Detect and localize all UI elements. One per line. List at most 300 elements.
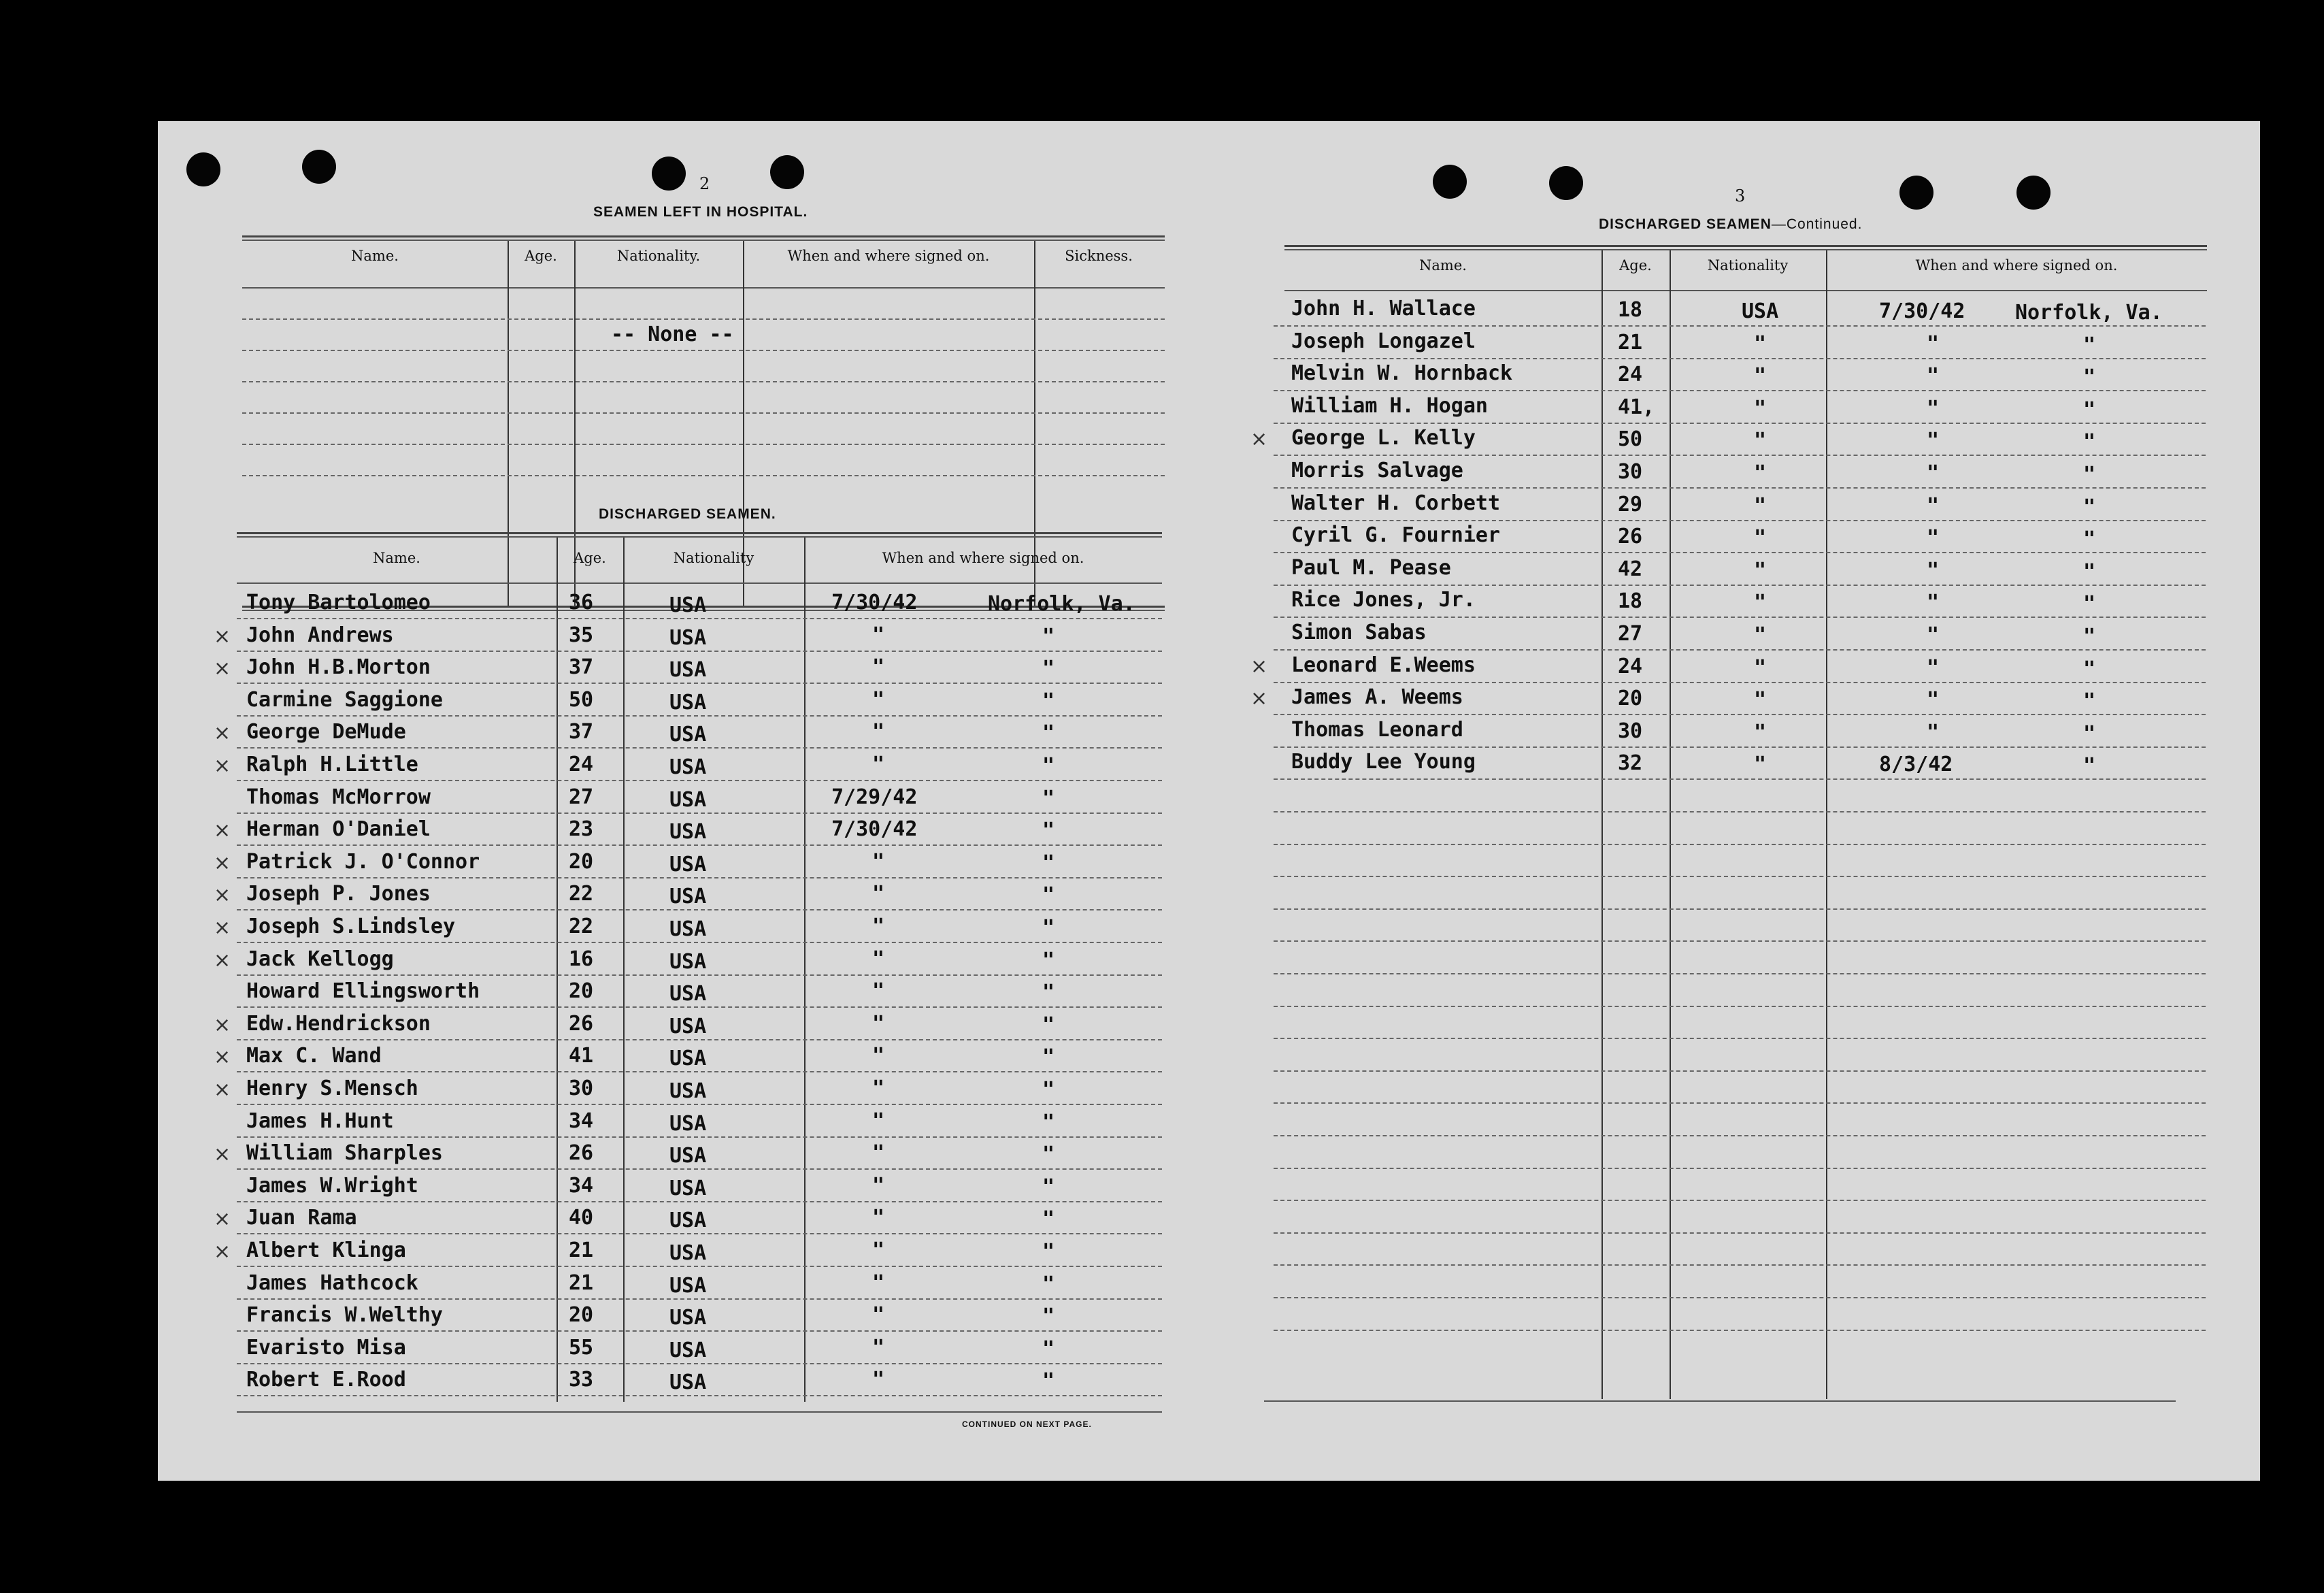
seaman-nationality: USA [669,723,707,746]
seaman-name: Max C. Wand [246,1044,382,1068]
seaman-nationality: USA [669,788,707,812]
seaman-age: 37 [569,720,594,744]
signed-on-date: 8/3/42 [1879,753,1953,776]
ruled-line [242,350,1165,351]
seaman-name: Carmine Saggione [246,688,443,712]
signed-on-place: " [2083,398,2096,422]
ruled-line [1274,358,2206,359]
signed-on-date: " [872,623,885,647]
seaman-nationality: USA [669,691,707,715]
seaman-nationality: USA [669,593,707,617]
ruled-line [1274,1135,2206,1136]
signed-on-date: 7/29/42 [831,785,918,809]
seaman-name: Rice Jones, Jr. [1291,588,1476,612]
seaman-age: 20 [569,1303,594,1327]
discharged-column-header: Nationality [673,550,754,566]
seaman-nationality: USA [669,755,707,779]
seaman-age: 36 [569,591,594,614]
ruled-line [237,1233,1162,1234]
discharged-column-header: Name. [1419,257,1467,274]
signed-on-date: 7/30/42 [831,817,918,841]
ruled-line [237,1071,1162,1072]
seaman-nationality: USA [669,917,707,941]
discharged-column-header: Age. [1619,257,1652,274]
ruled-line [237,1136,1162,1138]
ruled-line [237,877,1162,878]
punch-hole [770,155,804,189]
cross-mark: × [214,1143,231,1166]
ruled-line [1274,746,2206,748]
ruled-line [1274,649,2206,651]
seaman-name: Howard Ellingsworth [246,979,480,1003]
seaman-name: Buddy Lee Young [1291,750,1476,774]
seaman-nationality: USA [669,950,707,974]
ruled-line [1274,1070,2206,1072]
cross-mark: × [214,1045,231,1069]
ruled-line [1274,1200,2206,1201]
seaman-name: Herman O'Daniel [246,817,431,841]
seaman-nationality: USA [669,626,707,650]
cross-mark: × [214,657,231,680]
signed-on-place: " [1042,1240,1055,1264]
seaman-name: James A. Weems [1291,685,1463,709]
seaman-nationality: USA [669,1015,707,1038]
column-rule [557,538,558,1402]
signed-on-date: " [872,1077,885,1100]
seaman-nationality: " [1754,753,1767,776]
seaman-name: George L. Kelly [1291,426,1476,450]
ruled-line [237,651,1162,652]
seaman-age: 26 [569,1141,594,1165]
seaman-age: 40 [569,1206,594,1230]
signed-on-date: " [872,1174,885,1198]
seaman-age: 16 [569,947,594,971]
punch-hole [186,152,220,186]
seaman-name: John Andrews [246,623,394,647]
ruled-line [1274,390,2206,391]
seaman-age: 50 [1618,427,1643,451]
hospital-column-header: Sickness. [1065,248,1133,264]
signed-on-place: Norfolk, Va. [988,592,1135,616]
seaman-age: 26 [569,1012,594,1036]
divider [237,532,1162,534]
seaman-nationality: " [1754,397,1767,421]
seaman-age: 27 [1618,622,1643,646]
signed-on-date: " [872,1368,885,1392]
signed-on-place: " [2083,495,2096,519]
ruled-line [1274,1038,2206,1039]
seaman-name: John H.B.Morton [246,655,431,679]
ruled-line [237,974,1162,976]
ruled-line [237,780,1162,781]
ruled-line [242,412,1165,414]
seaman-nationality: USA [669,853,707,876]
seaman-age: 33 [569,1368,594,1392]
signed-on-date: " [872,688,885,712]
seaman-age: 20 [1618,687,1643,710]
divider [237,536,1162,538]
ruled-line [237,618,1162,619]
seaman-nationality: " [1754,623,1767,647]
seaman-age: 37 [569,655,594,679]
signed-on-place: " [1042,1013,1055,1037]
signed-on-date: " [872,1206,885,1230]
ruled-line [1274,617,2206,618]
signed-on-place: " [2083,430,2096,454]
signed-on-place: Norfolk, Va. [2015,301,2163,325]
signed-on-date: " [1927,559,1940,582]
signed-on-date: " [872,1141,885,1165]
ruled-line [1274,1330,2206,1331]
seaman-name: Albert Klinga [246,1238,406,1262]
ruled-line [1274,1168,2206,1169]
seaman-nationality: USA [669,1079,707,1103]
cross-mark: × [214,949,231,972]
signed-on-place: " [1042,754,1055,778]
signed-on-place: " [2083,625,2096,648]
signed-on-place: " [1042,787,1055,810]
signed-on-date: " [872,1044,885,1068]
signed-on-place: " [1042,657,1055,680]
signed-on-place: " [1042,981,1055,1004]
seaman-nationality: USA [669,1241,707,1265]
seaman-age: 34 [569,1174,594,1198]
signed-on-date: " [872,1012,885,1036]
seaman-age: 30 [1618,719,1643,743]
page-number-right: 3 [1735,186,1746,206]
cross-mark: × [214,1207,231,1231]
seaman-nationality: USA [669,1339,707,1362]
seaman-age: 21 [569,1238,594,1262]
seaman-name: Leonard E.Weems [1291,653,1476,677]
cross-mark: × [1250,655,1268,678]
seaman-name: Paul M. Pease [1291,556,1451,580]
seaman-name: Evaristo Misa [246,1336,406,1360]
cross-mark: × [214,851,231,875]
divider [1284,290,2207,291]
signed-on-date: 7/30/42 [1879,299,1965,323]
ruled-line [237,909,1162,910]
cross-mark: × [214,721,231,745]
signed-on-place: " [1042,916,1055,940]
signed-on-place: " [1042,1045,1055,1069]
ruled-line [1274,455,2206,456]
divider [242,235,1165,237]
seaman-nationality: " [1754,364,1767,388]
document-sheet [158,121,2260,1481]
seaman-nationality: USA [669,820,707,844]
seaman-nationality: USA [669,1209,707,1232]
ruled-line [237,1330,1162,1332]
punch-hole [1899,176,1933,210]
punch-hole [1549,166,1583,200]
seaman-name: Joseph Longazel [1291,329,1476,353]
seaman-age: 42 [1618,557,1643,581]
divider [237,582,1162,584]
signed-on-place: " [1042,1175,1055,1199]
seaman-nationality: USA [669,1144,707,1168]
signed-on-place: " [1042,1111,1055,1134]
seaman-nationality: USA [669,885,707,908]
seaman-nationality: " [1754,559,1767,582]
discharged-column-header: Age. [574,550,606,566]
ruled-line [1274,876,2206,877]
ruled-line [1274,585,2206,586]
hospital-column-header: Nationality. [616,248,701,264]
seaman-nationality: USA [1742,299,1779,323]
ruled-line [237,1363,1162,1364]
ruled-line [1274,487,2206,489]
seaman-name: Patrick J. O'Connor [246,850,480,874]
hospital-column-header: When and where signed on. [787,248,990,264]
discharged-column-header: When and where signed on. [882,550,1084,566]
signed-on-place: " [2083,560,2096,584]
seaman-age: 34 [569,1109,594,1133]
seaman-name: Walter H. Corbett [1291,491,1501,515]
continued-note: CONTINUED ON NEXT PAGE. [962,1419,1092,1429]
hospital-column-header: Name. [351,248,399,264]
signed-on-place: " [1042,1304,1055,1328]
signed-on-date: " [872,720,885,744]
ruled-line [237,812,1162,814]
signed-on-date: " [872,655,885,679]
seaman-nationality: " [1754,721,1767,744]
seaman-name: Simon Sabas [1291,621,1427,644]
seaman-nationality: USA [669,658,707,682]
ruled-line [237,683,1162,684]
punch-hole [302,150,336,184]
seaman-nationality: " [1754,494,1767,518]
ruled-line [1274,325,2206,327]
ruled-line [1274,423,2206,424]
signed-on-date: " [872,882,885,906]
ruled-line [1274,1232,2206,1234]
punch-hole [652,157,686,191]
signed-on-date: " [1927,364,1940,388]
signed-on-place: " [2083,333,2096,357]
seaman-name: Joseph S.Lindsley [246,915,456,938]
cross-mark: × [214,883,231,907]
cross-mark: × [214,625,231,648]
signed-on-place: " [1042,851,1055,875]
signed-on-place: " [1042,1207,1055,1231]
seaman-name: Tony Bartolomeo [246,591,431,614]
seaman-nationality: USA [669,1047,707,1070]
ruled-line [242,318,1165,320]
signed-on-date: 7/30/42 [831,591,918,614]
signed-on-date: " [1927,494,1940,518]
seaman-name: Thomas Leonard [1291,718,1463,742]
signed-on-place: " [2083,463,2096,487]
ruled-line [237,942,1162,943]
seaman-age: 30 [1618,460,1643,484]
seaman-nationality: " [1754,688,1767,712]
seaman-nationality: USA [669,982,707,1006]
seaman-age: 27 [569,785,594,809]
signed-on-date: " [872,1109,885,1133]
divider [242,287,1165,289]
seaman-age: 24 [569,753,594,776]
cross-mark: × [214,754,231,778]
divider [1264,1400,2176,1402]
signed-on-place: " [1042,819,1055,842]
seaman-nationality: USA [669,1274,707,1298]
ruled-line [1274,908,2206,910]
seaman-nationality: USA [669,1370,707,1394]
seaman-age: 26 [1618,525,1643,548]
ruled-line [242,381,1165,382]
ruled-line [242,444,1165,445]
seaman-name: Thomas McMorrow [246,785,431,809]
seaman-name: Cyril G. Fournier [1291,523,1501,547]
seaman-age: 18 [1618,298,1643,322]
signed-on-date: " [872,1238,885,1262]
signed-on-date: " [872,1271,885,1295]
signed-on-date: " [1927,332,1940,356]
seaman-age: 21 [1618,331,1643,355]
seaman-nationality: USA [669,1306,707,1330]
seaman-nationality: " [1754,332,1767,356]
seaman-age: 35 [569,623,594,647]
signed-on-date: " [872,1303,885,1327]
seaman-age: 18 [1618,589,1643,613]
ruled-line [1274,973,2206,974]
signed-on-place: " [1042,625,1055,648]
signed-on-place: " [2083,722,2096,746]
signed-on-place: " [1042,883,1055,907]
seaman-age: 22 [569,882,594,906]
seaman-age: 21 [569,1271,594,1295]
seaman-name: James Hathcock [246,1271,418,1295]
seaman-nationality: " [1754,429,1767,453]
signed-on-date: " [1927,461,1940,485]
cross-mark: × [214,1240,231,1264]
seaman-age: 55 [569,1336,594,1360]
seaman-nationality: USA [669,1112,707,1136]
ruled-line [1274,844,2206,845]
punch-hole [1433,165,1467,199]
signed-on-date: " [872,979,885,1003]
seaman-name: Melvin W. Hornback [1291,361,1513,385]
discharged-continued-title [1599,216,1862,233]
seaman-age: 22 [569,915,594,938]
divider [1284,245,2207,247]
title-continued: —Continued. [1771,216,1863,232]
signed-on-date: " [1927,656,1940,680]
signed-on-place: " [1042,1078,1055,1102]
signed-on-place: " [2083,689,2096,713]
seaman-age: 23 [569,817,594,841]
signed-on-date: " [872,947,885,971]
seaman-name: John H. Wallace [1291,297,1476,321]
signed-on-place: " [2083,754,2096,778]
cross-mark: × [214,916,231,940]
seaman-age: 41, [1618,395,1655,419]
signed-on-date: " [1927,429,1940,453]
seaman-name: Edw.Hendrickson [246,1012,431,1036]
seaman-name: Jack Kellogg [246,947,394,971]
seaman-age: 24 [1618,655,1643,678]
ruled-line [1274,1102,2206,1104]
signed-on-place: " [1042,1369,1055,1393]
cross-mark: × [1250,687,1268,710]
seaman-name: James W.Wright [246,1174,418,1198]
seaman-name: George DeMude [246,720,406,744]
signed-on-date: " [1927,591,1940,614]
signed-on-place: " [1042,689,1055,713]
seaman-name: Juan Rama [246,1206,357,1230]
ruled-line [237,1039,1162,1040]
seaman-name: Francis W.Welthy [246,1303,443,1327]
ruled-line [237,1104,1162,1105]
ruled-line [1274,811,2206,812]
signed-on-place: " [2083,657,2096,681]
signed-on-date: " [872,753,885,776]
ruled-line [1274,1006,2206,1007]
ruled-line [237,1395,1162,1396]
discharged-column-header: When and where signed on. [1915,257,2118,274]
hospital-none-entry: -- None -- [611,323,734,346]
signed-on-place: " [1042,1272,1055,1296]
cross-mark: × [214,1078,231,1102]
ruled-line [237,1298,1162,1300]
signed-on-date: " [1927,688,1940,712]
signed-on-place: " [1042,949,1055,972]
ruled-line [237,844,1162,846]
cross-mark: × [1250,427,1268,451]
signed-on-place: " [2083,592,2096,616]
cross-mark: × [214,1013,231,1037]
signed-on-place: " [1042,1143,1055,1166]
hospital-section-title: SEAMEN LEFT IN HOSPITAL. [593,204,808,220]
signed-on-date: " [1927,721,1940,744]
seaman-nationality: " [1754,526,1767,550]
seaman-age: 29 [1618,493,1643,516]
seaman-name: Morris Salvage [1291,459,1463,482]
seaman-name: William Sharples [246,1141,443,1165]
seaman-name: Ralph H.Little [246,753,418,776]
cross-mark: × [214,819,231,842]
ruled-line [1274,778,2206,780]
divider [1284,249,2207,250]
seaman-nationality: " [1754,591,1767,614]
seaman-age: 50 [569,688,594,712]
seaman-name: Robert E.Rood [246,1368,406,1392]
discharged-section-title: DISCHARGED SEAMEN. [599,506,776,522]
signed-on-date: " [1927,623,1940,647]
ruled-line [1274,552,2206,553]
ruled-line [1274,520,2206,521]
signed-on-date: " [872,850,885,874]
ruled-line [237,1168,1162,1170]
signed-on-place: " [1042,1337,1055,1361]
ruled-line [237,1006,1162,1008]
signed-on-date: " [1927,526,1940,550]
discharged-column-header: Name. [373,550,420,566]
seaman-name: William H. Hogan [1291,394,1488,418]
seaman-age: 41 [569,1044,594,1068]
discharged-column-header: Nationality [1707,257,1789,274]
punch-hole [2016,176,2051,210]
seaman-nationality: USA [669,1177,707,1200]
seaman-age: 24 [1618,363,1643,387]
ruled-line [237,1201,1162,1202]
signed-on-place: " [1042,721,1055,745]
ruled-line [237,715,1162,717]
signed-on-date: " [872,1336,885,1360]
signed-on-date: " [872,915,885,938]
divider [237,1411,1162,1413]
